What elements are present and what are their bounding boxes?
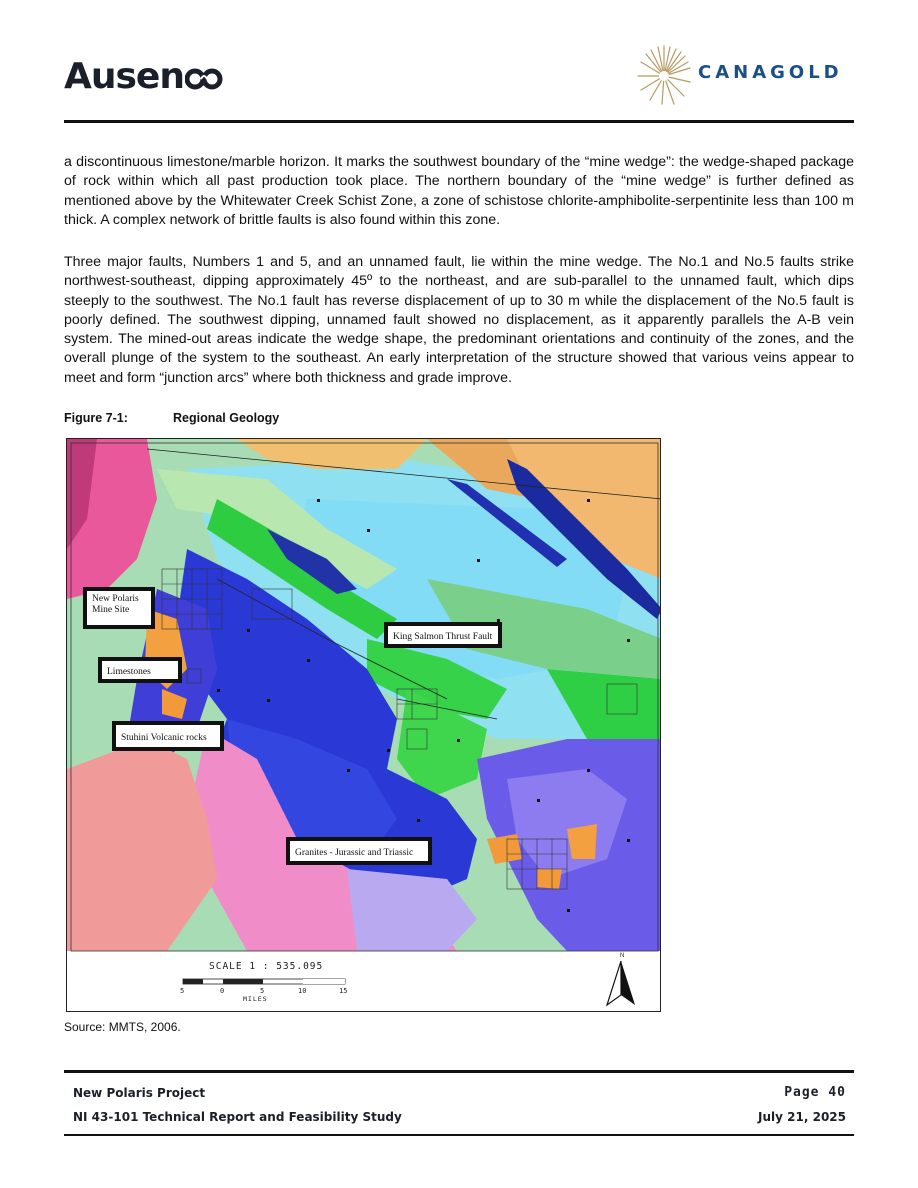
map-scale-text: SCALE 1 : 535.095 [209, 961, 324, 972]
north-label: N [620, 953, 625, 959]
regional-geology-map [66, 438, 661, 1012]
figure-number: Figure 7-1: [64, 411, 128, 425]
canagold-logo-text: CANAGOLD [698, 62, 843, 83]
footer-report-title: NI 43-101 Technical Report and Feasibility Study [73, 1110, 402, 1124]
canagold-logo [636, 42, 846, 106]
paragraph-1: a discontinuous limestone/marble horizon. It marks the southwest boundary of the “mine wedge”: the wedge-shaped package of rock within which all past production took place. The northern boundary of the “mine wedge” is further defined as mentioned above by the Whitewater Creek Schist Zone, a zone of schistose chlorite-amphibolite-serpentinite less than 100 m thick. A complex network of brittle faults is also found within this zone. [64, 154, 854, 228]
paragraph-2: Three major faults, Numbers 1 and 5, and an unnamed fault, lie within the mine wedge. The No.1 and No.5 faults strike northwest-southeast, dipping approximately 45º to the northeast, and are sub-parallel to the unnamed fault, which dips steeply to the southwest. The No.1 fault has reverse displacement of up to 30 m while the displacement of the No.5 fault is poorly defined. The southwest dipping, unnamed fault showed no displacement, as it apparently parallels the A-B vein system. The mined-out areas indicate the wedge shape, the predominant orientations and continuity of the zones, and the overall plunge of the system to the southeast. An early interpretation of the structure showed that various veins appear to meet and form “junction arcs” where both thickness and grade improve. [64, 254, 854, 386]
map-label-granites: Granites - Jurassic and Triassic [286, 837, 432, 865]
footer-rule-top [64, 1070, 854, 1073]
scale-tick: 5 [260, 987, 265, 995]
figure-source: Source: MMTS, 2006. [64, 1020, 181, 1034]
footer-date: July 21, 2025 [758, 1110, 846, 1124]
scale-tick: 15 [339, 987, 348, 995]
scale-tick: 0 [220, 987, 225, 995]
north-arrow-icon [603, 955, 639, 1009]
ausenco-logo: Ausen [64, 56, 223, 97]
map-label-stuhini: Stuhini Volcanic rocks [112, 721, 224, 751]
footer-page-number: Page 40 [784, 1085, 846, 1100]
figure-caption [64, 411, 280, 425]
figure-title: Regional Geology [173, 411, 280, 425]
map-label-king-salmon: King Salmon Thrust Fault [384, 622, 502, 648]
footer-project: New Polaris Project [73, 1086, 206, 1100]
canagold-sunburst-icon [636, 42, 692, 106]
header-rule [64, 120, 854, 123]
map-label-limestones: Limestones [98, 657, 182, 683]
ausenco-logo-mark [185, 65, 223, 91]
scale-tick: 10 [298, 987, 307, 995]
footer-rule-bottom [64, 1134, 854, 1136]
map-label-new-polaris: New Polaris Mine Site [83, 587, 155, 629]
scale-tick: 5 [180, 987, 185, 995]
map-scale-units: MILES [243, 995, 268, 1003]
